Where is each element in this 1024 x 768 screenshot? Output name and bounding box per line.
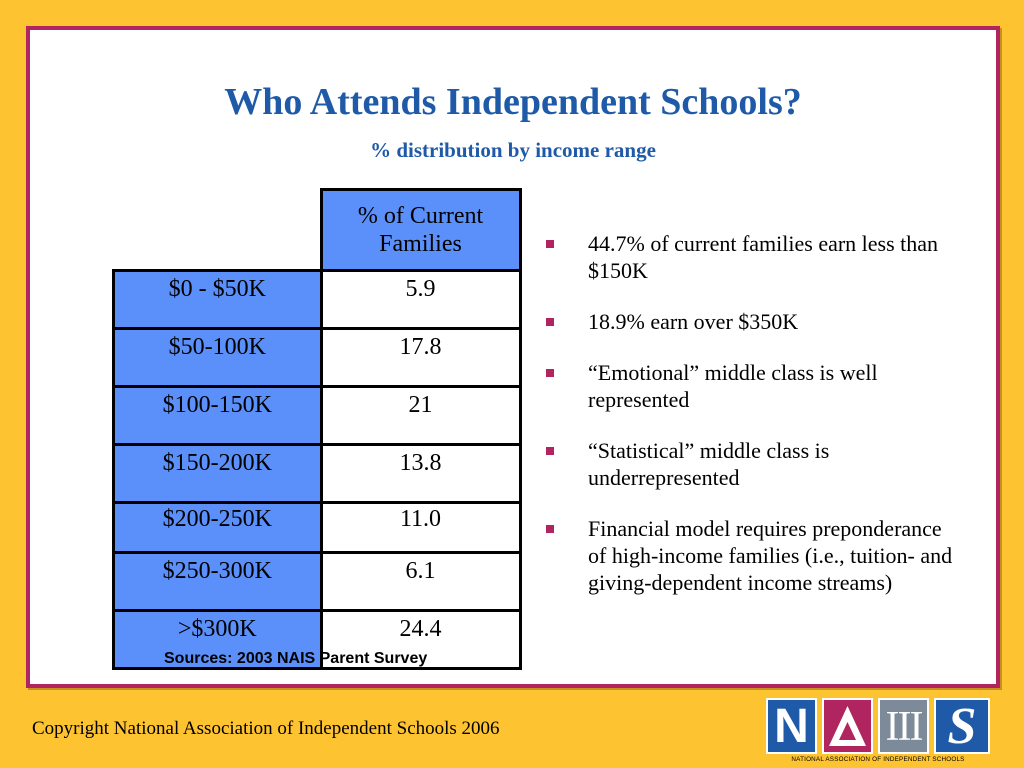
square-bullet-icon — [546, 369, 554, 377]
bullet-text: “Statistical” middle class is underrepresented — [588, 438, 830, 490]
bullet-text: 18.9% earn over $350K — [588, 309, 799, 334]
list-item — [542, 515, 962, 596]
income-range-cell: $100-150K — [114, 387, 322, 445]
square-bullet-icon — [546, 240, 554, 248]
table-row — [114, 271, 521, 329]
slide-title: Who Attends Independent Schools? — [224, 81, 802, 123]
logo-letter-iii: III — [878, 698, 929, 754]
table-header-row — [114, 190, 521, 271]
income-table — [112, 188, 522, 670]
square-bullet-icon — [546, 525, 554, 533]
nais-logo — [766, 698, 990, 766]
table-row — [114, 329, 521, 387]
square-bullet-icon — [546, 447, 554, 455]
income-range-cell: $200-250K — [114, 503, 322, 553]
percent-cell: 21 — [321, 387, 520, 445]
column-header-line-2: Families — [379, 231, 462, 257]
income-range-cell: >$300K — [114, 611, 322, 669]
table-corner-cell — [114, 190, 322, 271]
percent-cell: 5.9 — [321, 271, 520, 329]
triangle-icon — [824, 700, 871, 752]
percent-cell: 17.8 — [321, 329, 520, 387]
logo-letter-a — [822, 698, 873, 754]
bullet-text: 44.7% of current families earn less than $150K — [588, 231, 939, 283]
table-row — [114, 445, 521, 503]
percent-cell: 24.4 — [321, 611, 520, 669]
income-range-cell: $150-200K — [114, 445, 322, 503]
percent-cell: 13.8 — [321, 445, 520, 503]
income-range-cell: $0 - $50K — [114, 271, 322, 329]
income-range-cell: $50-100K — [114, 329, 322, 387]
copyright-text: Copyright National Association of Independent Schools 2006 — [32, 718, 500, 739]
income-range-cell: $250-300K — [114, 553, 322, 611]
logo-org-name: NATIONAL ASSOCIATION OF INDEPENDENT SCHOOLS — [791, 756, 965, 763]
table-row — [114, 387, 521, 445]
slide-subtitle: % distribution by income range — [370, 138, 656, 162]
slide-panel — [26, 26, 1000, 688]
bullet-text: Financial model requires preponderance of high-income families (i.e., tuition- and giving-dependent income streams) — [588, 516, 953, 595]
logo-letter-s: S — [934, 698, 990, 754]
table-row — [114, 553, 521, 611]
list-item — [542, 308, 962, 335]
percent-cell: 6.1 — [321, 553, 520, 611]
column-header-line-1: % of Current — [357, 203, 484, 229]
list-item — [542, 230, 962, 284]
list-item — [542, 359, 962, 413]
table-column-header — [321, 190, 520, 271]
table-row — [114, 503, 521, 553]
bullet-list — [542, 230, 962, 620]
list-item — [542, 437, 962, 491]
sources-note: Sources: 2003 NAIS Parent Survey — [164, 650, 428, 667]
percent-cell: 11.0 — [321, 503, 520, 553]
square-bullet-icon — [546, 318, 554, 326]
logo-letter-n: N — [766, 698, 817, 754]
bullet-text: “Emotional” middle class is well represented — [588, 360, 878, 412]
